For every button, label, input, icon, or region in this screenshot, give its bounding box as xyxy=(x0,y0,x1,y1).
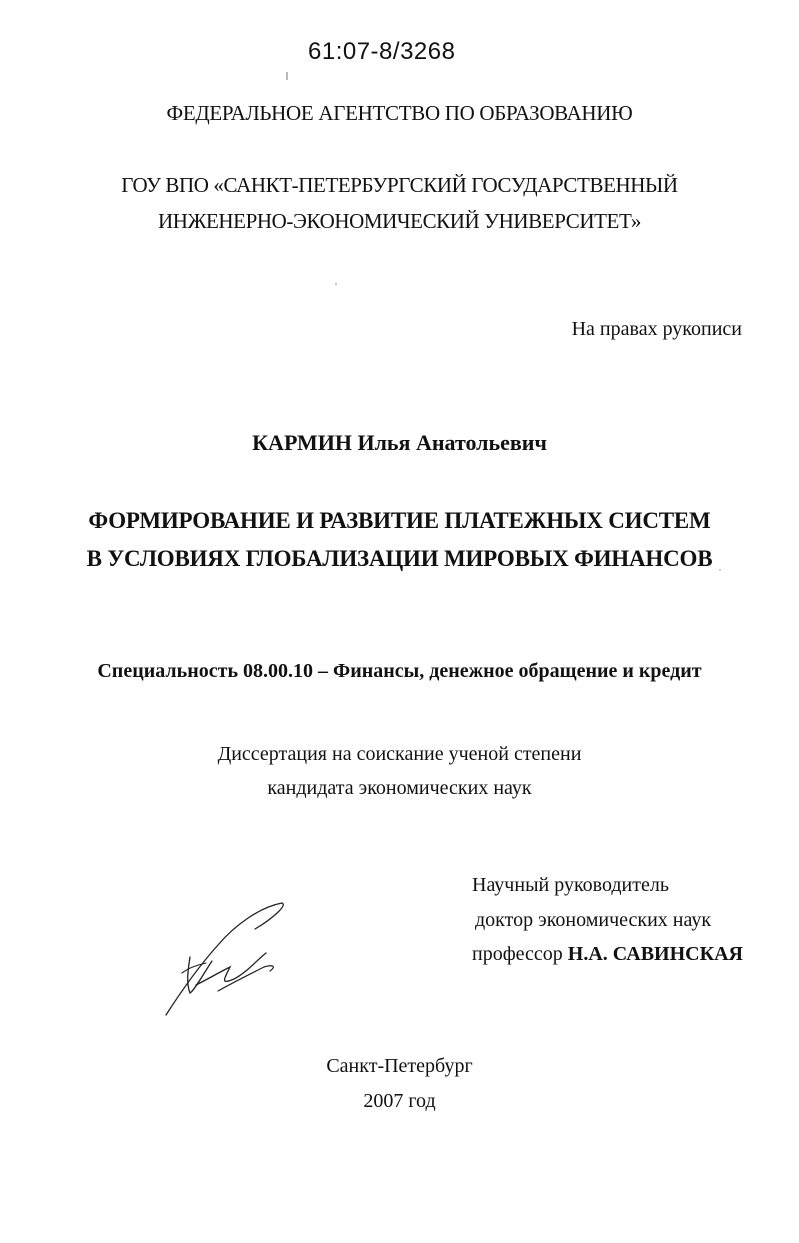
dissertation-title-line1: ФОРМИРОВАНИЕ И РАЗВИТИЕ ПЛАТЕЖНЫХ СИСТЕМ xyxy=(88,508,711,533)
specialty-line: Специальность 08.00.10 – Финансы, денежное обращение и кредит xyxy=(97,660,702,682)
agency-header: ФЕДЕРАЛЬНОЕ АГЕНТСТВО ПО ОБРАЗОВАНИЮ xyxy=(166,101,633,125)
archive-stamp-number: 61:07-8/3268 xyxy=(308,38,456,65)
supervisor-role: Научный руководитель xyxy=(472,874,669,896)
publication-city: Санкт-Петербург xyxy=(326,1055,473,1077)
supervisor-title xyxy=(472,943,743,966)
publication-year: 2007 год xyxy=(363,1090,436,1112)
supervisor-degree: доктор экономических наук xyxy=(475,909,712,931)
author-name: КАРМИН Илья Анатольевич xyxy=(252,430,547,455)
supervisor-title-prefix: профессор xyxy=(472,943,563,965)
dissertation-title-line2: В УСЛОВИЯХ ГЛОБАЛИЗАЦИИ МИРОВЫХ ФИНАНСОВ xyxy=(86,546,713,571)
university-name-line1: ГОУ ВПО «САНКТ-ПЕТЕРБУРГСКИЙ ГОСУДАРСТВЕННЫЙ xyxy=(121,173,678,197)
manuscript-rights-note: На правах рукописи xyxy=(571,318,742,340)
degree-statement-line1: Диссертация на соискание ученой степени xyxy=(217,743,582,765)
university-name-line2: ИНЖЕНЕРНО-ЭКОНОМИЧЕСКИЙ УНИВЕРСИТЕТ» xyxy=(158,209,641,233)
supervisor-name: Н.А. САВИНСКАЯ xyxy=(567,943,743,965)
handwritten-signature xyxy=(160,895,290,1020)
degree-statement-line2: кандидата экономических наук xyxy=(267,777,532,799)
